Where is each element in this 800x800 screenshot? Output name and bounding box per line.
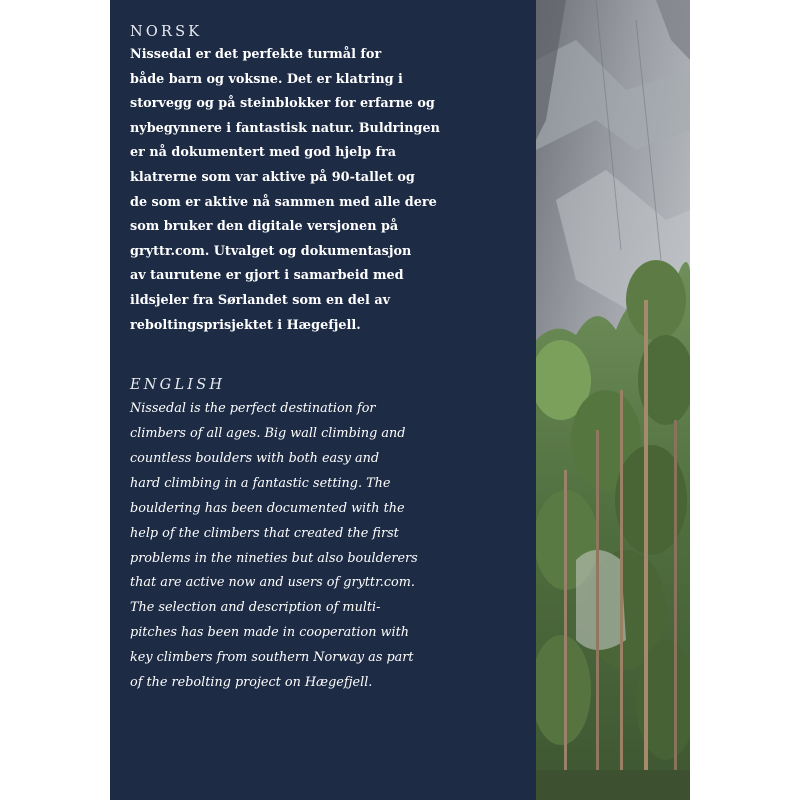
english-line: The selection and description of multi- [130, 600, 381, 616]
norsk-line: nybegynnere i fantastisk natur. Buldringen [130, 120, 440, 136]
english-line: help of the climbers that created the first [130, 525, 399, 541]
norsk-line: som bruker den digitale versjonen på [130, 219, 399, 235]
norsk-line: Nissedal er det perfekte turmål for [130, 47, 382, 62]
english-line: problems in the nineties but also boulderers [130, 550, 418, 566]
english-heading: ENGLISH [130, 377, 226, 394]
english-line: climbers of all ages. Big wall climbing and [130, 426, 406, 442]
norsk-line: storvegg og på steinblokker for erfarne og [130, 96, 435, 112]
norsk-line: de som er aktive nå sammen med alle dere [130, 194, 437, 210]
norsk-paragraph [130, 43, 518, 338]
norsk-line: klatrerne som var aktive på 90-tallet og [130, 169, 415, 185]
english-line: that are active now and users of gryttr.com. [130, 575, 415, 591]
norsk-line: er nå dokumentert med god hjelp fra [130, 145, 397, 161]
english-line: countless boulders with both easy and [130, 450, 380, 466]
norsk-line: av taurutene er gjort i samarbeid med [130, 268, 404, 284]
english-line: hard climbing in a fantastic setting. The [130, 475, 391, 491]
english-line: of the rebolting project on Hægefjell. [130, 675, 373, 691]
english-line: key climbers from southern Norway as part [130, 650, 414, 666]
norsk-line: reboltingsprisjektet i Hægefjell. [130, 317, 361, 333]
english-line: bouldering has been documented with the [130, 500, 405, 516]
text-panel [110, 0, 536, 800]
english-paragraph [130, 397, 518, 696]
english-line: Nissedal is the perfect destination for [130, 401, 376, 417]
norsk-line: både barn og voksne. Det er klatring i [130, 71, 403, 87]
norsk-line: ildsjeler fra Sørlandet som en del av [130, 292, 391, 308]
norsk-line: gryttr.com. Utvalget og dokumentasjon [130, 243, 412, 259]
cliff-forest-photo [536, 0, 690, 800]
english-line: pitches has been made in cooperation with [130, 625, 409, 641]
norsk-heading: NORSK [130, 24, 203, 40]
